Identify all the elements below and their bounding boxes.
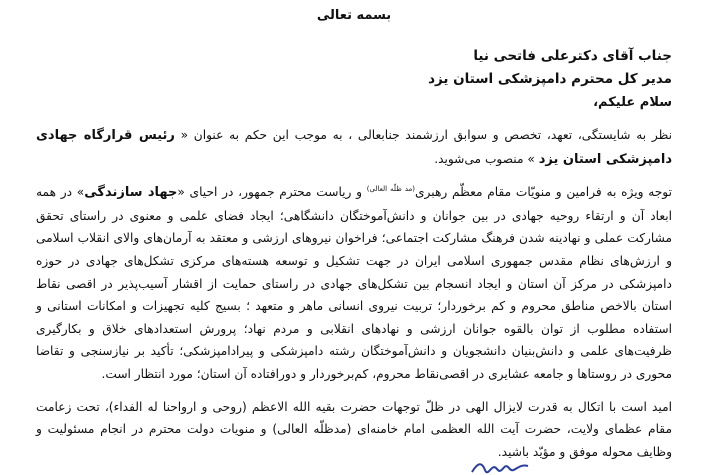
expectations-text-3: » در همه ابعاد آن و ارتقاء روحیه جهادی در بین جوانان و دانش‌آموختگان دانشگاهی؛ ایجاد فضای علمی و معنوی در راستای تحقق مشارکت عملی و نهادینه شدن فرهنگ مشارکت اجتماعی؛ فراخوان نیروهای ارزشی و معتقد به آرمان‌های والای انقلاب اسلامی و ارزش‌های نظام مقدس جمهوری اسلامی ایران در جهت تشکیل و توسعه هسته‌های مرکزی تشکل‌های جهادی در حوزه دامپزشکی در مرکز آن استان و ایجاد انسجام بین تشکل‌های جهادی در راستای حمایت از اقشار آسیب‌پذیر در اقصی نقاط استان بالاخص مناطق محروم و کم برخوردار؛ تربیت نیروی انسانی ماهر و متعهد ؛ بسیج کلیه تجهیزات و امکانات استانی و استفاده مطلوب از توان بالقوه جوانان ارزشی و نهادهای انقلابی و مردم نهاد؛ پرورش استعدادهای خلاق و بکارگیری ظرفیت‌های علمی و دانش‌بنیان دانشجویان و دانش‌آموختگان رشته دامپزشکی و پیرادامپزشکی؛ تأکید بر نیازسنجی و تقاضا محوری در روستاها و جامعه عشایری در اقصی‌نقاط محروم، کم‌برخوردار و دورافتاده آن استان؛ مورد انتظار است. [36,185,672,381]
appointment-paragraph [36,124,672,171]
recipient-name: جناب آقای دکترعلی فاتحی نیا [473,48,672,64]
closing-paragraph: امید است با اتکال به قدرت لایزال الهی در ظلّ توجهات حضرت بقیه الله الاعظم (روحی و ارواحنا له الفداء)، تحت زعامت مقام عظمای ولایت، حضرت آیت الله العظمی امام خامنه‌ای (مدظلّه العالی) و منویات دولت محترم در انجام مسئولیت و وظایف محوله موفق و مؤیّد باشید. [36,399,672,459]
appointment-position: رئیس قرارگاه جهادی دامپزشکی استان یزد [36,128,672,167]
signature-mark [470,458,530,475]
greeting: سلام علیکم، [593,95,672,110]
appointment-text-end: » منصوب می‌شوید. [434,151,535,166]
expectations-text-1: توجه ویژه به فرامین و منویّات مقام معظّم رهبری [415,185,672,200]
honorific-superscript: (مد ظلّه العالی) [366,185,416,194]
basmala-heading: بسمه تعالی [316,8,392,23]
expectations-paragraph [36,181,672,385]
jihad-sazandegi-bold: جهاد سازندگی [84,185,178,201]
recipient-title: مدیر کل محترم دامپزشکی استان یزد [428,71,672,87]
expectations-text-2: و ریاست محترم جمهور، در احیای « [177,185,367,200]
appointment-text-start: نظر به شایستگی، تعهد، تخصص و سوابق ارزشمند جنابعالی ، به موجب این حکم به عنوان « [180,128,672,142]
